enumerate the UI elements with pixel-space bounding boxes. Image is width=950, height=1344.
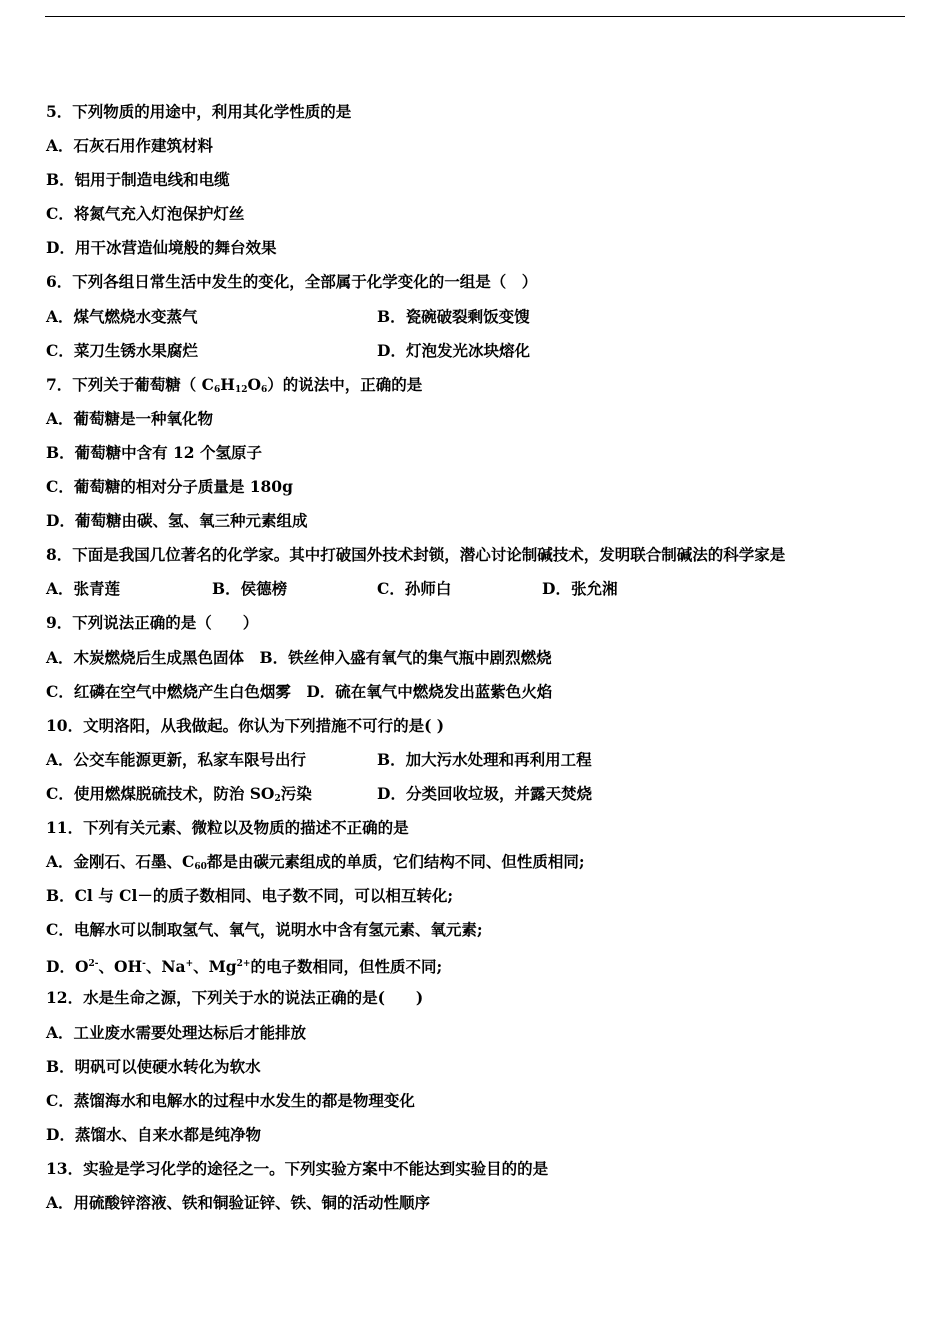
option-c: C．菜刀生锈水果腐烂 bbox=[46, 340, 198, 360]
question-5: 5．下列物质的用途中，利用其化学性质的是 bbox=[46, 102, 352, 121]
option-row: A．木炭燃烧后生成黑色固体 B．铁丝伸入盛有氧气的集气瓶中剧烈燃烧 bbox=[46, 647, 552, 667]
option-a: A．用硫酸锌溶液、铁和铜验证锌、铁、铜的活动性顺序 bbox=[46, 1193, 431, 1212]
option-b: B．瓷碗破裂剩饭变馊 bbox=[377, 306, 530, 326]
option-b: B．铝用于制造电线和电缆 bbox=[46, 170, 230, 190]
option-a: A．公交车能源更新，私家车限号出行 bbox=[46, 749, 307, 769]
question-8: 8．下面是我国几位著名的化学家。其中打破国外技术封锁，潜心讨论制碱技术，发明联合制碱法的科学家是 bbox=[46, 545, 786, 565]
option-row bbox=[46, 780, 926, 814]
option-a: A．张青莲 bbox=[46, 579, 121, 599]
option-d: D．葡萄糖由碳、氢、氧三种元素组成 bbox=[46, 511, 308, 531]
option-row: C．红磷在空气中燃烧产生白色烟雾 D．硫在氧气中燃烧发出蓝紫色火焰 bbox=[46, 681, 553, 701]
option-c: C．孙师白 bbox=[377, 579, 452, 599]
option-d: D．用干冰营造仙境般的舞台效果 bbox=[46, 238, 277, 258]
option-b: B．葡萄糖中含有 12 个氢原子 bbox=[46, 442, 262, 462]
option-c: C．使用燃煤脱硫技术，防治 $SO_2$污染 bbox=[46, 783, 312, 804]
option-c: C．蒸馏海水和电解水的过程中水发生的都是物理变化 bbox=[46, 1090, 415, 1110]
option-a: A．煤气燃烧水变蒸气 bbox=[46, 306, 198, 326]
option-b: B．Cl 与 Cl－的质子数相同、电子数不同，可以相互转化; bbox=[46, 886, 454, 906]
option-a: A．葡萄糖是一种氧化物 bbox=[46, 408, 214, 428]
question-7: 7．下列关于葡萄糖（ $C_6H_{12}O_6$）的说法中，正确的是 bbox=[46, 374, 423, 395]
option-c: C．电解水可以制取氢气、氧气，说明水中含有氢元素、氧元素; bbox=[46, 920, 483, 940]
option-row bbox=[46, 337, 926, 371]
header-rule bbox=[45, 16, 905, 17]
option-d: D．$O^{2-}$、OH-、Na+、$Mg^{2+}$的电子数相同，但性质不同; bbox=[46, 957, 443, 977]
option-b: B．加大污水处理和再利用工程 bbox=[377, 749, 592, 769]
option-b: B．侯德榜 bbox=[212, 579, 288, 599]
option-a: A．金刚石、石墨、$C_{60}$都是由碳元素组成的单质，它们结构不同、但性质相同; bbox=[46, 852, 585, 873]
option-a: A．石灰石用作建筑材料 bbox=[46, 136, 214, 156]
option-c: C．葡萄糖的相对分子质量是 180g bbox=[46, 477, 293, 497]
question-10: 10．文明洛阳，从我做起。你认为下列措施不可行的是( ) bbox=[46, 715, 445, 735]
question-9: 9．下列说法正确的是（ ） bbox=[46, 613, 259, 633]
option-d: D．蒸馏水、自来水都是纯净物 bbox=[46, 1124, 261, 1144]
option-c: C．将氮气充入灯泡保护灯丝 bbox=[46, 204, 245, 224]
option-row bbox=[46, 746, 926, 780]
question-6: 6．下列各组日常生活中发生的变化，全部属于化学变化的一组是（ ） bbox=[46, 272, 538, 292]
option-d: D．灯泡发光冰块熔化 bbox=[377, 340, 530, 360]
exam-page bbox=[46, 98, 926, 1223]
option-a: A．工业废水需要处理达标后才能排放 bbox=[46, 1022, 307, 1042]
option-row bbox=[46, 303, 926, 337]
question-11: 11．下列有关元素、微粒以及物质的描述不正确的是 bbox=[46, 817, 409, 837]
option-d: D．张允湘 bbox=[542, 579, 618, 599]
option-b: B．明矾可以使硬水转化为软水 bbox=[46, 1056, 261, 1076]
option-d: D．分类回收垃圾，并露天焚烧 bbox=[377, 783, 592, 803]
question-12: 12．水是生命之源，下列关于水的说法正确的是( ) bbox=[46, 988, 424, 1008]
option-row bbox=[46, 575, 926, 609]
question-13: 13．实验是学习化学的途径之一。下列实验方案中不能达到实验目的的是 bbox=[46, 1158, 549, 1178]
